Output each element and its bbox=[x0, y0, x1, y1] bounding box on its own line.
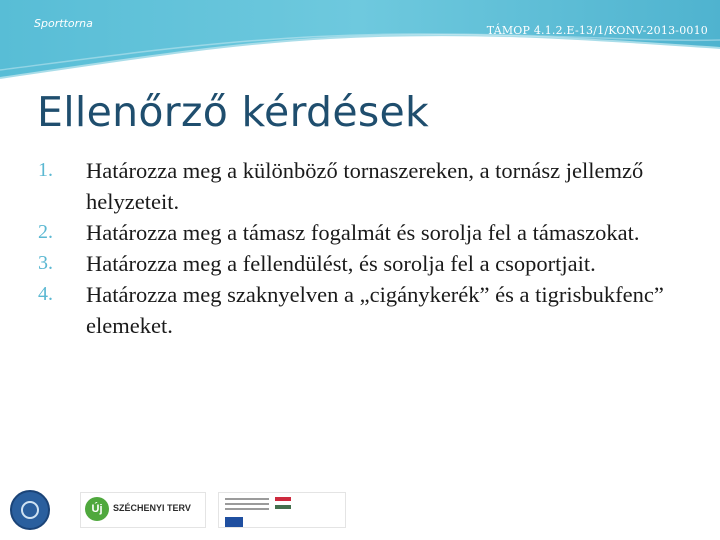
szechenyi-text: SZÉCHENYI TERV bbox=[113, 503, 191, 513]
question-item bbox=[38, 279, 678, 341]
question-number: 4. bbox=[38, 283, 53, 305]
question-item bbox=[38, 248, 678, 279]
question-text: Határozza meg szaknyelven a „cigánykerék” és a tigrisbukfenc” elemeket. bbox=[86, 282, 664, 338]
question-number: 1. bbox=[38, 159, 53, 181]
header-band bbox=[0, 0, 720, 80]
funding-fine-print bbox=[225, 498, 269, 513]
eu-flag-icon bbox=[225, 517, 243, 527]
question-item bbox=[38, 217, 678, 248]
question-text: Határozza meg a fellendülést, és sorolja fel a csoportjait. bbox=[86, 251, 596, 276]
slide-title: Ellenőrző kérdések bbox=[37, 88, 430, 136]
question-number: 3. bbox=[38, 252, 53, 274]
question-text: Határozza meg a támasz fogalmát és sorolja fel a támaszokat. bbox=[86, 220, 640, 245]
question-item bbox=[38, 155, 678, 217]
szechenyi-badge: Új bbox=[85, 497, 109, 521]
hungary-flag-icon bbox=[275, 497, 291, 509]
university-seal-logo bbox=[10, 490, 50, 530]
course-label: Sporttorna bbox=[34, 17, 93, 30]
szechenyi-terv-logo bbox=[80, 492, 206, 528]
questions-list bbox=[38, 155, 678, 341]
eu-funding-logo bbox=[218, 492, 346, 528]
question-text: Határozza meg a különböző tornaszereken, a tornász jellemző helyzeteit. bbox=[86, 158, 644, 214]
question-number: 2. bbox=[38, 221, 53, 243]
project-code: TÁMOP 4.1.2.E-13/1/KONV-2013-0010 bbox=[486, 24, 708, 37]
footer-logos bbox=[0, 480, 720, 540]
